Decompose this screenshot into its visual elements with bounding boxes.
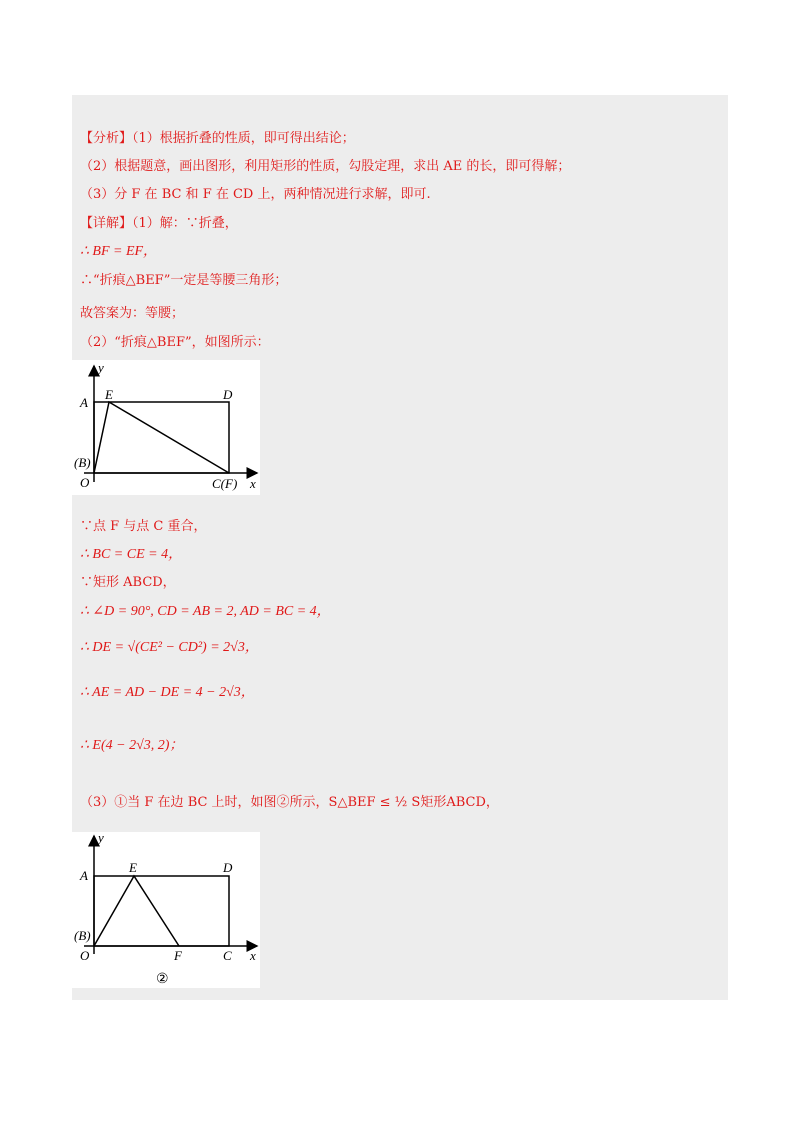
figure-2-drawing — [72, 832, 260, 988]
label-d: D — [223, 860, 233, 875]
figure-caption: ② — [156, 972, 169, 987]
part2-line-de: ∴ DE = √(CE² − CD²) = 2√3， — [80, 640, 259, 655]
x-axis-label: x — [250, 476, 256, 491]
label-b: (B) — [74, 455, 91, 470]
label-e: E — [129, 860, 137, 875]
analysis-line-3: （3）分 F 在 BC 和 F 在 CD 上，两种情况进行求解，即可. — [80, 187, 431, 202]
label-o: O — [80, 948, 90, 963]
triangle-bef — [94, 402, 229, 473]
part2-line-bc-ce: ∴ BC = CE = 4， — [80, 547, 183, 562]
label-cf: C(F) — [212, 476, 238, 491]
figure-1 — [72, 360, 260, 495]
label-b: (B) — [74, 928, 91, 943]
detail-heading-line: 【详解】（1）解：∵折叠， — [80, 216, 238, 231]
figure-1-drawing — [72, 360, 260, 495]
figure-2 — [72, 832, 260, 988]
label-c: C — [223, 948, 232, 963]
label-e: E — [105, 387, 113, 402]
label-a: A — [80, 868, 88, 883]
analysis-line-1: 【分析】（1）根据折叠的性质，即可得出结论； — [80, 131, 355, 146]
part2-line-f-coincides: ∵点 F 与点 C 重合， — [80, 519, 207, 534]
detail-line-isosceles: ∴“折痕△BEF”一定是等腰三角形； — [80, 273, 288, 288]
part2-line-point-e: ∴ E(4 − 2√3, 2)； — [80, 738, 184, 753]
analysis-line-2: （2）根据题意，画出图形，利用矩形的性质，勾股定理，求出 AE 的长，即可得解； — [80, 159, 571, 174]
detail-line-bf-ef: ∴ BF = EF， — [80, 244, 158, 259]
part2-line-angles: ∴ ∠D = 90°, CD = AB = 2, AD = BC = 4， — [80, 604, 331, 619]
x-axis-label: x — [250, 948, 256, 963]
label-a: A — [80, 395, 88, 410]
part3-intro-line: （3）①当 F 在边 BC 上时，如图②所示，S△BEF ≤ ½ S矩形ABCD， — [80, 795, 499, 810]
part2-line-ae: ∴ AE = AD − DE = 4 − 2√3， — [80, 685, 255, 700]
part2-line-rectangle: ∵矩形 ABCD， — [80, 575, 176, 590]
y-axis-label: y — [98, 360, 104, 375]
label-d: D — [223, 387, 233, 402]
rectangle-abcd — [94, 402, 229, 473]
answer-line: 故答案为：等腰； — [80, 306, 185, 321]
label-o: O — [80, 475, 90, 490]
label-f: F — [174, 948, 182, 963]
part2-intro-line: （2）“折痕△BEF”，如图所示： — [80, 335, 270, 350]
y-axis-label: y — [98, 832, 104, 845]
triangle-bef — [94, 876, 179, 946]
